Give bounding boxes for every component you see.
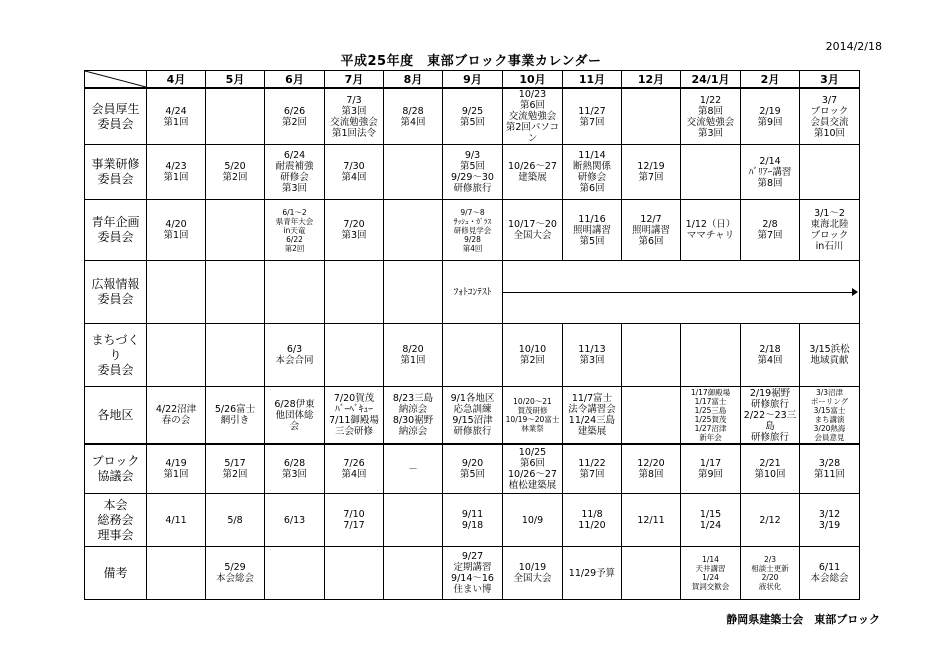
table-cell: 1/14 天井講習 1/24 賀詞交歓会 bbox=[681, 547, 741, 600]
table-cell: 7/26 第4回 bbox=[325, 444, 384, 494]
table-cell bbox=[147, 547, 206, 600]
column-header: 7月 bbox=[325, 71, 384, 89]
table-cell: 1/22 第8回 交流勉強会 第3回 bbox=[681, 88, 741, 145]
table-cell bbox=[325, 547, 384, 600]
table-cell: 8/28 第4回 bbox=[384, 88, 443, 145]
table-cell: 12/11 bbox=[622, 494, 681, 547]
row-header: 事業研修 委員会 bbox=[85, 145, 147, 200]
table-cell bbox=[800, 145, 860, 200]
table-cell: 3/12 3/19 bbox=[800, 494, 860, 547]
table-cell: 3/1～2 東海北陸 ブロック in石川 bbox=[800, 200, 860, 261]
row-header: 広報情報 委員会 bbox=[85, 261, 147, 324]
table-cell: 7/10 7/17 bbox=[325, 494, 384, 547]
table-cell: 5/8 bbox=[206, 494, 265, 547]
table-cell: 9/11 9/18 bbox=[443, 494, 503, 547]
column-header: 9月 bbox=[443, 71, 503, 89]
table-cell: 4/19 第1回 bbox=[147, 444, 206, 494]
table-cell: 6/3 本会合同 bbox=[265, 324, 325, 387]
table-cell: 11/22 第7回 bbox=[563, 444, 622, 494]
page-title: 平成25年度 東部ブロック事業カレンダー bbox=[340, 54, 602, 69]
table-cell: 11/27 第7回 bbox=[563, 88, 622, 145]
table-cell bbox=[147, 324, 206, 387]
table-row bbox=[85, 200, 860, 261]
table-cell: 5/20 第2回 bbox=[206, 145, 265, 200]
table-cell: 10/9 bbox=[503, 494, 563, 547]
table-cell bbox=[206, 261, 265, 324]
column-header: 3月 bbox=[800, 71, 860, 89]
table-cell bbox=[265, 547, 325, 600]
table-cell: 4/20 第1回 bbox=[147, 200, 206, 261]
table-cell: 12/7 照明講習 第6回 bbox=[622, 200, 681, 261]
table-cell bbox=[384, 145, 443, 200]
table-cell: 6/13 bbox=[265, 494, 325, 547]
table-cell bbox=[622, 547, 681, 600]
column-header: 2月 bbox=[741, 71, 800, 89]
corner-cell bbox=[85, 71, 147, 89]
table-cell: 7/3 第3回 交流勉強会 第1回法令 bbox=[325, 88, 384, 145]
column-header: 4月 bbox=[147, 71, 206, 89]
photo-contest-duration-arrow bbox=[503, 261, 860, 324]
table-cell bbox=[147, 261, 206, 324]
table-cell: 3/15浜松 地域貢献 bbox=[800, 324, 860, 387]
table-cell: 9/1各地区 応急訓練 9/15沼津 研修旅行 bbox=[443, 387, 503, 445]
table-cell: 3/28 第11回 bbox=[800, 444, 860, 494]
table-cell: 2/19 第9回 bbox=[741, 88, 800, 145]
row-header: 各地区 bbox=[85, 387, 147, 445]
table-cell: 8/23三島 納涼会 8/30裾野 納涼会 bbox=[384, 387, 443, 445]
event-calendar-table bbox=[84, 70, 860, 600]
table-cell: 10/23 第6回 交流勉強会 第2回パソコン bbox=[503, 88, 563, 145]
table-cell: 6/28 第3回 bbox=[265, 444, 325, 494]
table-cell bbox=[622, 387, 681, 445]
table-cell bbox=[206, 88, 265, 145]
table-cell: 1/17 第9回 bbox=[681, 444, 741, 494]
table-cell: 10/26～27 建築展 bbox=[503, 145, 563, 200]
table-cell: 7/30 第4回 bbox=[325, 145, 384, 200]
column-header: 10月 bbox=[503, 71, 563, 89]
table-cell bbox=[681, 324, 741, 387]
document-date: 2014/2/18 bbox=[825, 40, 882, 53]
table-cell bbox=[206, 200, 265, 261]
table-row bbox=[85, 494, 860, 547]
table-cell: 1/17御殿場 1/17富士 1/25三島 1/25賀茂 1/27沼津 新年会 bbox=[681, 387, 741, 445]
table-cell: 8/20 第1回 bbox=[384, 324, 443, 387]
column-header: 8月 bbox=[384, 71, 443, 89]
diagonal-line-icon bbox=[85, 71, 146, 87]
table-cell: 9/20 第5回 bbox=[443, 444, 503, 494]
table-cell: 4/22沼津 春の会 bbox=[147, 387, 206, 445]
table-cell: 4/11 bbox=[147, 494, 206, 547]
table-row bbox=[85, 444, 860, 494]
column-header: 11月 bbox=[563, 71, 622, 89]
table-cell bbox=[384, 547, 443, 600]
table-cell: 5/26富士 網引き bbox=[206, 387, 265, 445]
table-cell bbox=[622, 324, 681, 387]
table-cell: 4/23 第1回 bbox=[147, 145, 206, 200]
table-cell: ﾌｫﾄｺﾝﾃｽﾄ bbox=[443, 261, 503, 324]
table-cell bbox=[384, 200, 443, 261]
table-cell: 10/10 第2回 bbox=[503, 324, 563, 387]
table-cell: 3/3沼津 ボーリング 3/15富士 まち講演 3/20熱海 会員意見 bbox=[800, 387, 860, 445]
table-row bbox=[85, 261, 860, 324]
table-cell bbox=[622, 88, 681, 145]
table-cell: 2/21 第10回 bbox=[741, 444, 800, 494]
table-cell bbox=[384, 261, 443, 324]
table-cell bbox=[681, 145, 741, 200]
table-cell: 5/29 本会総会 bbox=[206, 547, 265, 600]
footer-organization: 静岡県建築士会 東部ブロック bbox=[726, 613, 880, 626]
table-cell: 3/7 ブロック 会員交流 第10回 bbox=[800, 88, 860, 145]
column-header: 24/1月 bbox=[681, 71, 741, 89]
table-cell: 4/24 第1回 bbox=[147, 88, 206, 145]
table-cell bbox=[384, 494, 443, 547]
table-cell: 1/15 1/24 bbox=[681, 494, 741, 547]
table-cell: 11/13 第3回 bbox=[563, 324, 622, 387]
table-cell: 10/20～21 賀茂研修 10/19～20富士 林業祭 bbox=[503, 387, 563, 445]
table-cell: 11/29予算 bbox=[563, 547, 622, 600]
table-cell: 11/14 断熱関係 研修会 第6回 bbox=[563, 145, 622, 200]
table-cell bbox=[443, 324, 503, 387]
table-cell: 5/17 第2回 bbox=[206, 444, 265, 494]
row-header: まちづく り 委員会 bbox=[85, 324, 147, 387]
arrow-right-icon bbox=[852, 288, 858, 296]
table-cell: 2/19裾野 研修旅行 2/22～23三島 研修旅行 bbox=[741, 387, 800, 445]
table-cell: 6/26 第2回 bbox=[265, 88, 325, 145]
row-header: 備考 bbox=[85, 547, 147, 600]
column-header: 6月 bbox=[265, 71, 325, 89]
table-cell bbox=[206, 324, 265, 387]
table-cell: 10/25 第6回 10/26～27 植松建築展 bbox=[503, 444, 563, 494]
table-cell: 9/27 定期講習 9/14～16 住まい博 bbox=[443, 547, 503, 600]
table-cell: 7/20 第3回 bbox=[325, 200, 384, 261]
table-cell: 6/24 耐震補強 研修会 第3回 bbox=[265, 145, 325, 200]
table-cell: 12/20 第8回 bbox=[622, 444, 681, 494]
table-row bbox=[85, 324, 860, 387]
column-header: 12月 bbox=[622, 71, 681, 89]
row-header: ブロック 協議会 bbox=[85, 444, 147, 494]
table-cell: 1/12（日） ママチャリ bbox=[681, 200, 741, 261]
table-cell: 9/7～8 ｻｯｼｭ・ｶﾞﾗｽ 研修見学会 9/28 第4回 bbox=[443, 200, 503, 261]
column-header: 5月 bbox=[206, 71, 265, 89]
table-row bbox=[85, 387, 860, 445]
table-cell: 2/8 第7回 bbox=[741, 200, 800, 261]
table-cell: 9/25 第5回 bbox=[443, 88, 503, 145]
table-cell bbox=[325, 261, 384, 324]
table-cell: 6/28伊東 他団体総 会 bbox=[265, 387, 325, 445]
table-cell: 2/14 ﾊﾞﾘｱｰ講習 第8回 bbox=[741, 145, 800, 200]
table-row bbox=[85, 145, 860, 200]
table-cell: 2/12 bbox=[741, 494, 800, 547]
table-cell: 7/20賀茂 ﾊﾞｰﾍﾞｷｭｰ 7/11御殿場 三会研修 bbox=[325, 387, 384, 445]
table-cell: 9/3 第5回 9/29～30 研修旅行 bbox=[443, 145, 503, 200]
table-cell: － bbox=[384, 444, 443, 494]
header-row bbox=[85, 71, 860, 89]
table-cell: 6/11 本会総会 bbox=[800, 547, 860, 600]
table-cell bbox=[265, 261, 325, 324]
table-cell: 11/8 11/20 bbox=[563, 494, 622, 547]
table-cell: 12/19 第7回 bbox=[622, 145, 681, 200]
table-cell: 11/7富士 法令講習会 11/24三島 建築展 bbox=[563, 387, 622, 445]
row-header: 本会 総務会 理事会 bbox=[85, 494, 147, 547]
arrow-line bbox=[503, 292, 853, 293]
table-cell: 11/16 照明講習 第5回 bbox=[563, 200, 622, 261]
table-cell: 6/1～2 県青年大会 in天竜 6/22 第2回 bbox=[265, 200, 325, 261]
table-cell: 10/19 全国大会 bbox=[503, 547, 563, 600]
table-cell: 2/3 相談士更新 2/20 液状化 bbox=[741, 547, 800, 600]
table-cell: 10/17～20 全国大会 bbox=[503, 200, 563, 261]
row-header: 会員厚生 委員会 bbox=[85, 88, 147, 145]
table-row bbox=[85, 88, 860, 145]
table-row bbox=[85, 547, 860, 600]
row-header: 青年企画 委員会 bbox=[85, 200, 147, 261]
table-cell: 2/18 第4回 bbox=[741, 324, 800, 387]
table-cell bbox=[325, 324, 384, 387]
